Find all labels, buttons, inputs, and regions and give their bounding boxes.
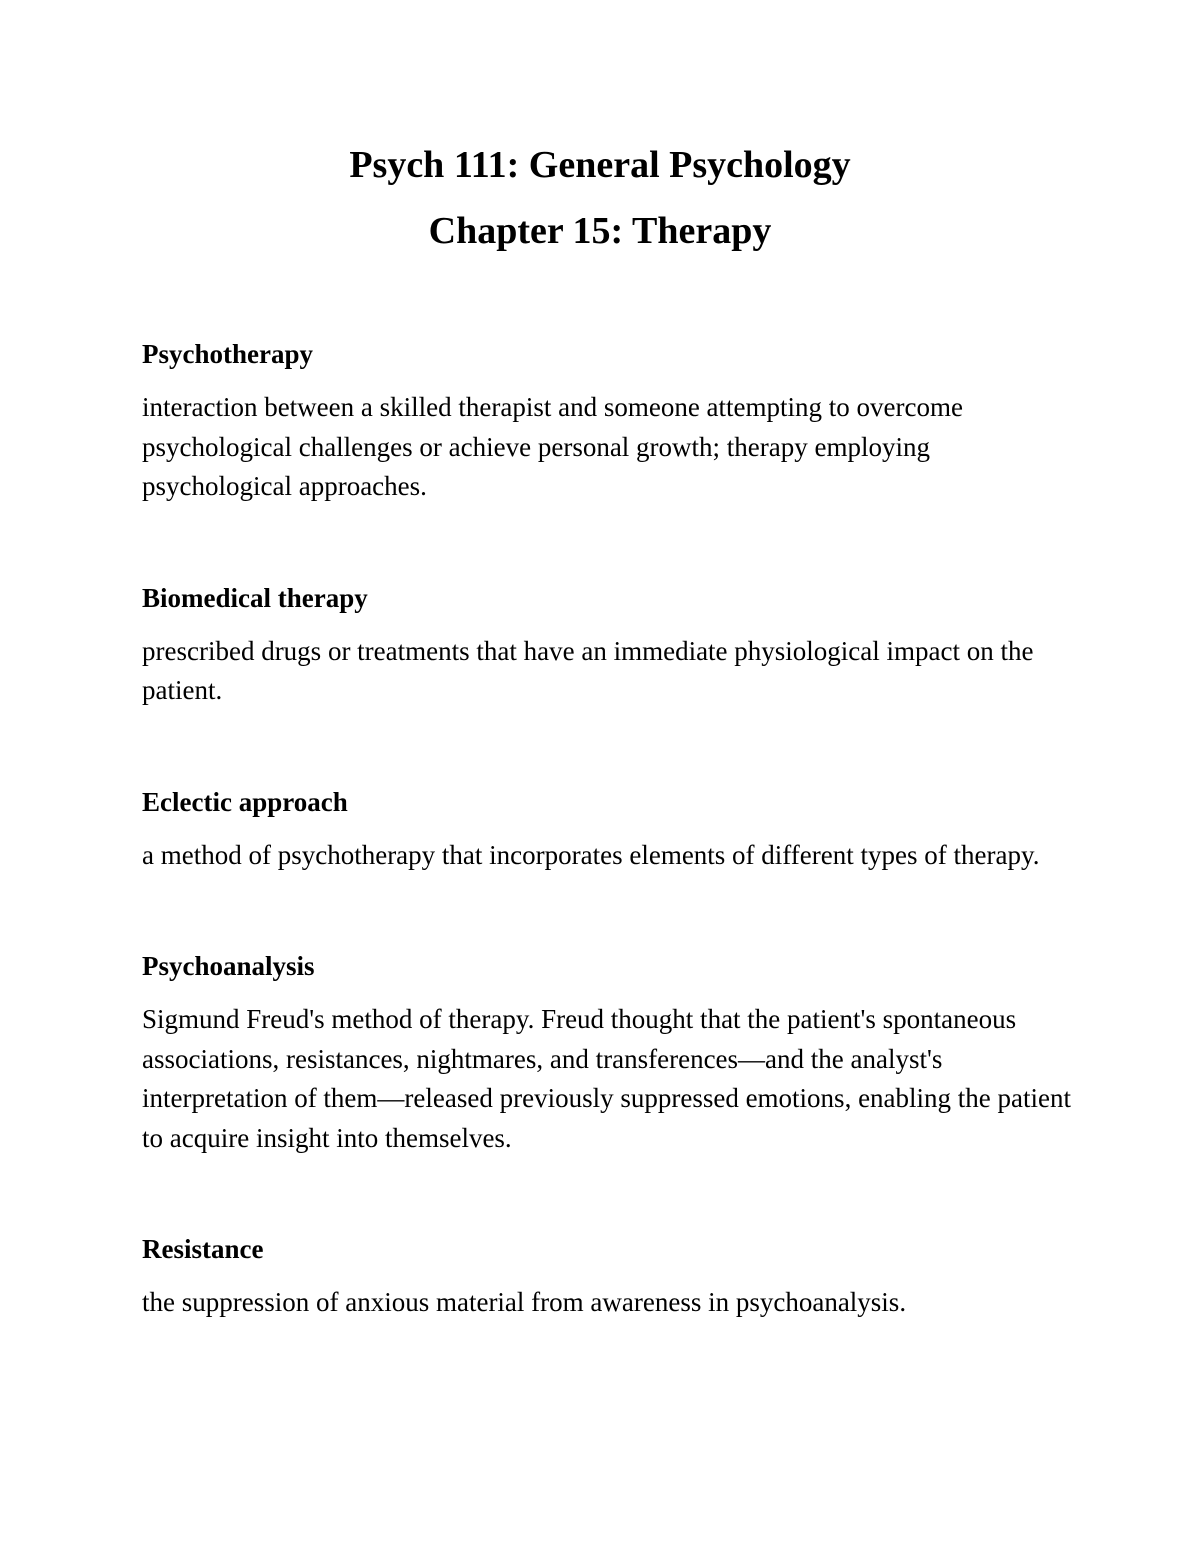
term-definition: interaction between a skilled therapist and someone attempting to overcome psychological challenges or achieve personal growth; therapy employing psychological approaches. xyxy=(142,392,963,501)
term-list xyxy=(142,334,1072,1323)
term-heading: Eclectic approach xyxy=(142,786,348,817)
term-definition: prescribed drugs or treatments that have an immediate physiological impact on the patient. xyxy=(142,635,1034,705)
term-heading: Psychotherapy xyxy=(142,339,313,369)
term-entry xyxy=(142,782,1072,876)
term-definition: Sigmund Freud's method of therapy. Freud thought that the patient's spontaneous associations, resistances, nightmares, and transferences—and the analyst's interpretation of them—released previously suppressed emotions, enabling the patient to acquire insight into themselves. xyxy=(142,1004,1071,1153)
term-heading: Resistance xyxy=(142,1234,264,1264)
chapter-title: Chapter 15: Therapy xyxy=(428,210,772,252)
term-heading: Biomedical therapy xyxy=(142,582,368,613)
term-definition: a method of psychotherapy that incorporates elements of different types of therapy. xyxy=(142,839,1040,870)
term-entry xyxy=(142,1229,1072,1323)
term-entry xyxy=(142,334,1072,507)
course-title: Psych 111: General Psychology xyxy=(349,144,851,186)
term-entry xyxy=(142,578,1072,711)
term-definition: the suppression of anxious material from awareness in psychoanalysis. xyxy=(142,1287,907,1317)
term-entry xyxy=(142,946,1072,1158)
term-heading: Psychoanalysis xyxy=(142,951,315,981)
